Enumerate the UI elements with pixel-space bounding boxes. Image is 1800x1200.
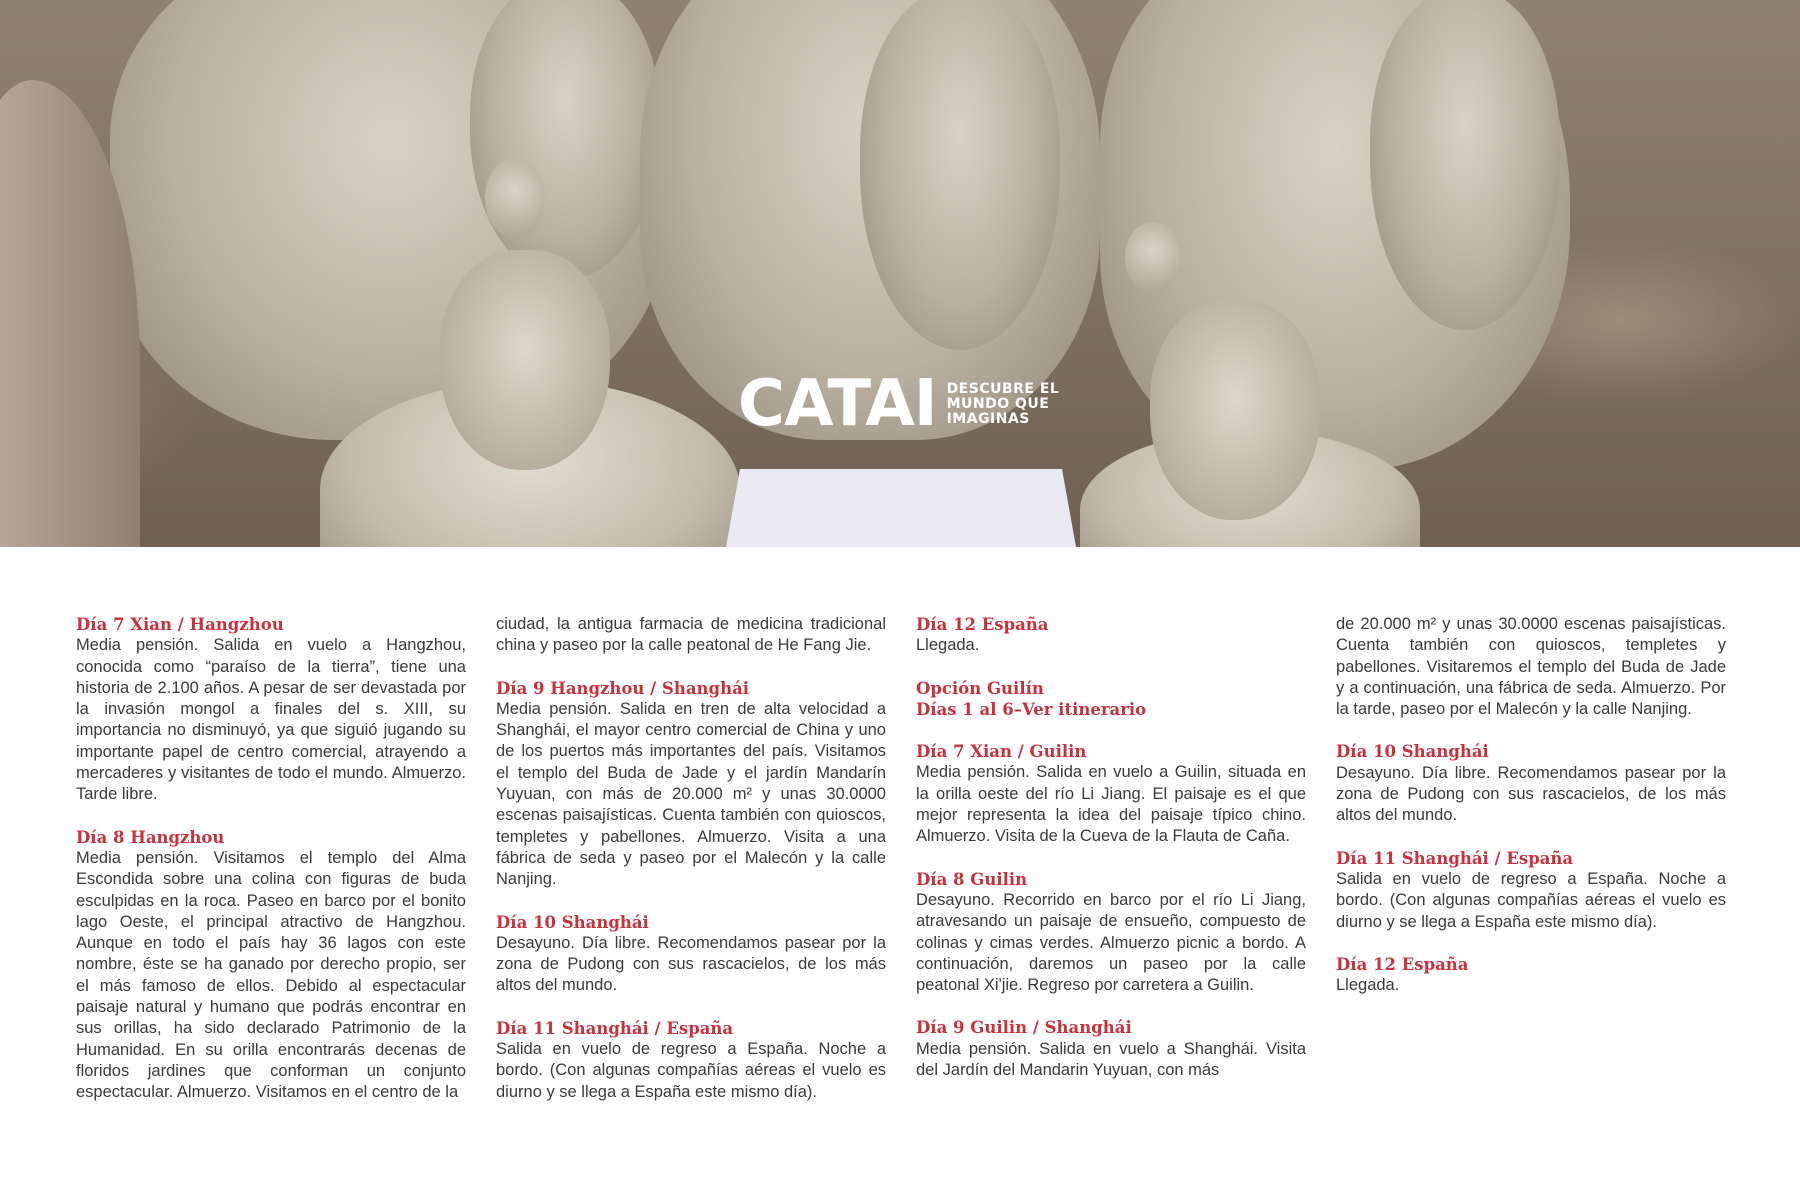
option-subheading: Días 1 al 6–Ver itinerario — [916, 699, 1147, 719]
itinerary-day — [1336, 741, 1726, 826]
itinerary-day — [916, 869, 1306, 997]
day-description: Salida en vuelo de regreso a España. Noche a bordo. (Con algunas compañías aéreas el vuelo es diurno y se llega a España este mismo día). — [496, 1040, 886, 1101]
itinerary-day — [76, 614, 466, 806]
day-heading: Día 12 España — [916, 615, 1049, 634]
option-heading: Opción Guilín — [916, 678, 1044, 698]
day-description: Media pensión. Salida en vuelo a Hangzhou, conocida como “paraíso de la tierra”, tiene una historia de 2.100 años. A pesar de ser devastada por la invasión mongol a finales del s. XIII, su importancia no disminuyó, ya que siguió jugando su importante papel de centro comercial, atrayendo a mercaderes y visitantes de todo el mundo. Almuerzo. Tarde libre. — [76, 636, 466, 804]
logo-tagline — [947, 382, 1060, 427]
warrior-face-right — [1150, 300, 1320, 520]
day-description: Media pensión. Visitamos el templo del Alma Escondida sobre una colina con figuras de buda esculpidas en la roca. Paseo en barco por el bonito lago Oeste, el principal atractivo de Hangzhou. Aunque en todo el país hay 36 lagos con este nombre, éste se ha ganado por derecho propio, ser el más famoso de ellos. Debido al espectacular paisaje natural y humano que podrás encontrar en sus orillas, ha sido declarado Patrimonio de la Humanidad. En su orilla encontrarás decenas de floridos jardines que conforman un conjunto espectacular. Almuerzo. Visitamos en el centro de la — [76, 848, 466, 1102]
itinerary-day — [496, 912, 886, 997]
day-heading: Día 11 Shanghái / España — [496, 1018, 734, 1038]
horse-head-center — [860, 0, 1060, 350]
day-heading: Día 8 Hangzhou — [76, 827, 225, 847]
horse-head-right — [1370, 0, 1560, 330]
itinerary-day — [76, 827, 466, 1104]
day-heading: Día 7 Xian / Guilin — [916, 742, 1087, 762]
itinerary-day — [916, 1017, 1306, 1081]
itinerary-continuation — [496, 614, 886, 657]
day-description: Desayuno. Día libre. Recomendamos pasear por la zona de Pudong con sus rascacielos, de los más altos del mundo. — [496, 933, 886, 995]
itinerary-day — [916, 614, 1306, 657]
warrior-topknot-right — [1125, 222, 1180, 292]
day-description: Media pensión. Salida en vuelo a Guilin, situada en la orilla oeste del río Li Jiang. El paisaje es el que mejor representa la idea del paisaje típico chino. Almuerzo. Visita de la Cueva de la Flauta de Caña. — [916, 763, 1306, 846]
day-heading: Día 9 Guilin / Shanghái — [916, 1018, 1132, 1038]
day-description: Desayuno. Recorrido en barco por el río Li Jiang, atravesando un paisaje de ensueño, compuesto de colinas y cimas verdes. Almuerzo picnic a bordo. A continuación, daremos un paseo por la calle peatonal Xi'jie. Regreso por carretera a Guilin. — [916, 890, 1306, 995]
itinerary-day — [916, 741, 1306, 847]
logo-tagline-line: MUNDO QUE — [946, 395, 1050, 412]
option-heading-block — [916, 678, 1306, 721]
warrior-face-left — [440, 250, 610, 470]
itinerary-day — [496, 1018, 886, 1103]
day-description: Salida en vuelo de regreso a España. Noche a bordo. (Con algunas compañías aéreas el vuelo es diurno y se llega a España este mismo día). — [1336, 869, 1726, 931]
day-description: Llegada. — [916, 636, 980, 655]
warrior-topknot-left — [485, 158, 545, 238]
day-description: de 20.000 m² y unas 30.0000 escenas paisajísticas. Cuenta también con quioscos, templetes y pabellones. Visitaremos el templo del Buda de Jade y a continuación, una fábrica de seda. Almuerzo. Por la tarde, paseo por el Malecón y la calle Nanjing. — [1336, 615, 1726, 719]
day-heading: Día 8 Guilin — [916, 869, 1028, 889]
itinerary-day — [1336, 954, 1726, 997]
itinerary-column-2 — [496, 614, 886, 1124]
day-description: ciudad, la antigua farmacia de medicina tradicional china y paseo por la calle peatonal de He Fang Jie. — [496, 615, 886, 655]
day-heading: Día 12 España — [1336, 954, 1469, 974]
day-heading: Día 10 Shanghái — [1336, 742, 1489, 762]
itinerary-column-1 — [76, 614, 466, 1125]
day-heading: Día 9 Hangzhou / Shanghái — [496, 678, 750, 698]
day-description: Media pensión. Salida en vuelo a Shanghái. Visita del Jardín del Mandarin Yuyuan, con más — [916, 1039, 1306, 1080]
day-heading: Día 11 Shanghái / España — [1336, 848, 1574, 868]
day-heading: Día 10 Shanghái — [496, 912, 649, 932]
itinerary-columns — [76, 614, 1726, 1174]
itinerary-column-3 — [916, 614, 1306, 1102]
day-heading: Día 7 Xian / Hangzhou — [76, 615, 284, 634]
decorative-tab-shape — [726, 469, 1076, 547]
logo-tagline-line: IMAGINAS — [946, 410, 1030, 427]
hero-photo-terracotta-warriors — [0, 0, 1800, 547]
logo-wordmark: CATAI — [738, 367, 937, 441]
catai-logo — [738, 367, 1060, 441]
day-description: Desayuno. Día libre. Recomendamos pasear por la zona de Pudong con sus rascacielos, de los más altos del mundo. — [1336, 763, 1726, 825]
itinerary-column-4 — [1336, 614, 1726, 1017]
logo-tagline-line: DESCUBRE EL — [946, 380, 1060, 397]
itinerary-day — [1336, 848, 1726, 933]
day-description: Media pensión. Salida en tren de alta velocidad a Shanghái, el mayor centro comercial de China y uno de los puertos más importantes del país. Visitamos el templo del Buda de Jade y el jardín Mandarín Yuyuan, con más de 20.000 m² y unas 30.0000 escenas paisajísticas. Cuenta también con quioscos, templetes y pabellones. Almuerzo. Visita a una fábrica de seda y paseo por el Malecón y la calle Nanjing. — [496, 699, 886, 889]
itinerary-day — [496, 678, 886, 891]
itinerary-continuation — [1336, 614, 1726, 720]
day-description: Llegada. — [1336, 976, 1400, 995]
